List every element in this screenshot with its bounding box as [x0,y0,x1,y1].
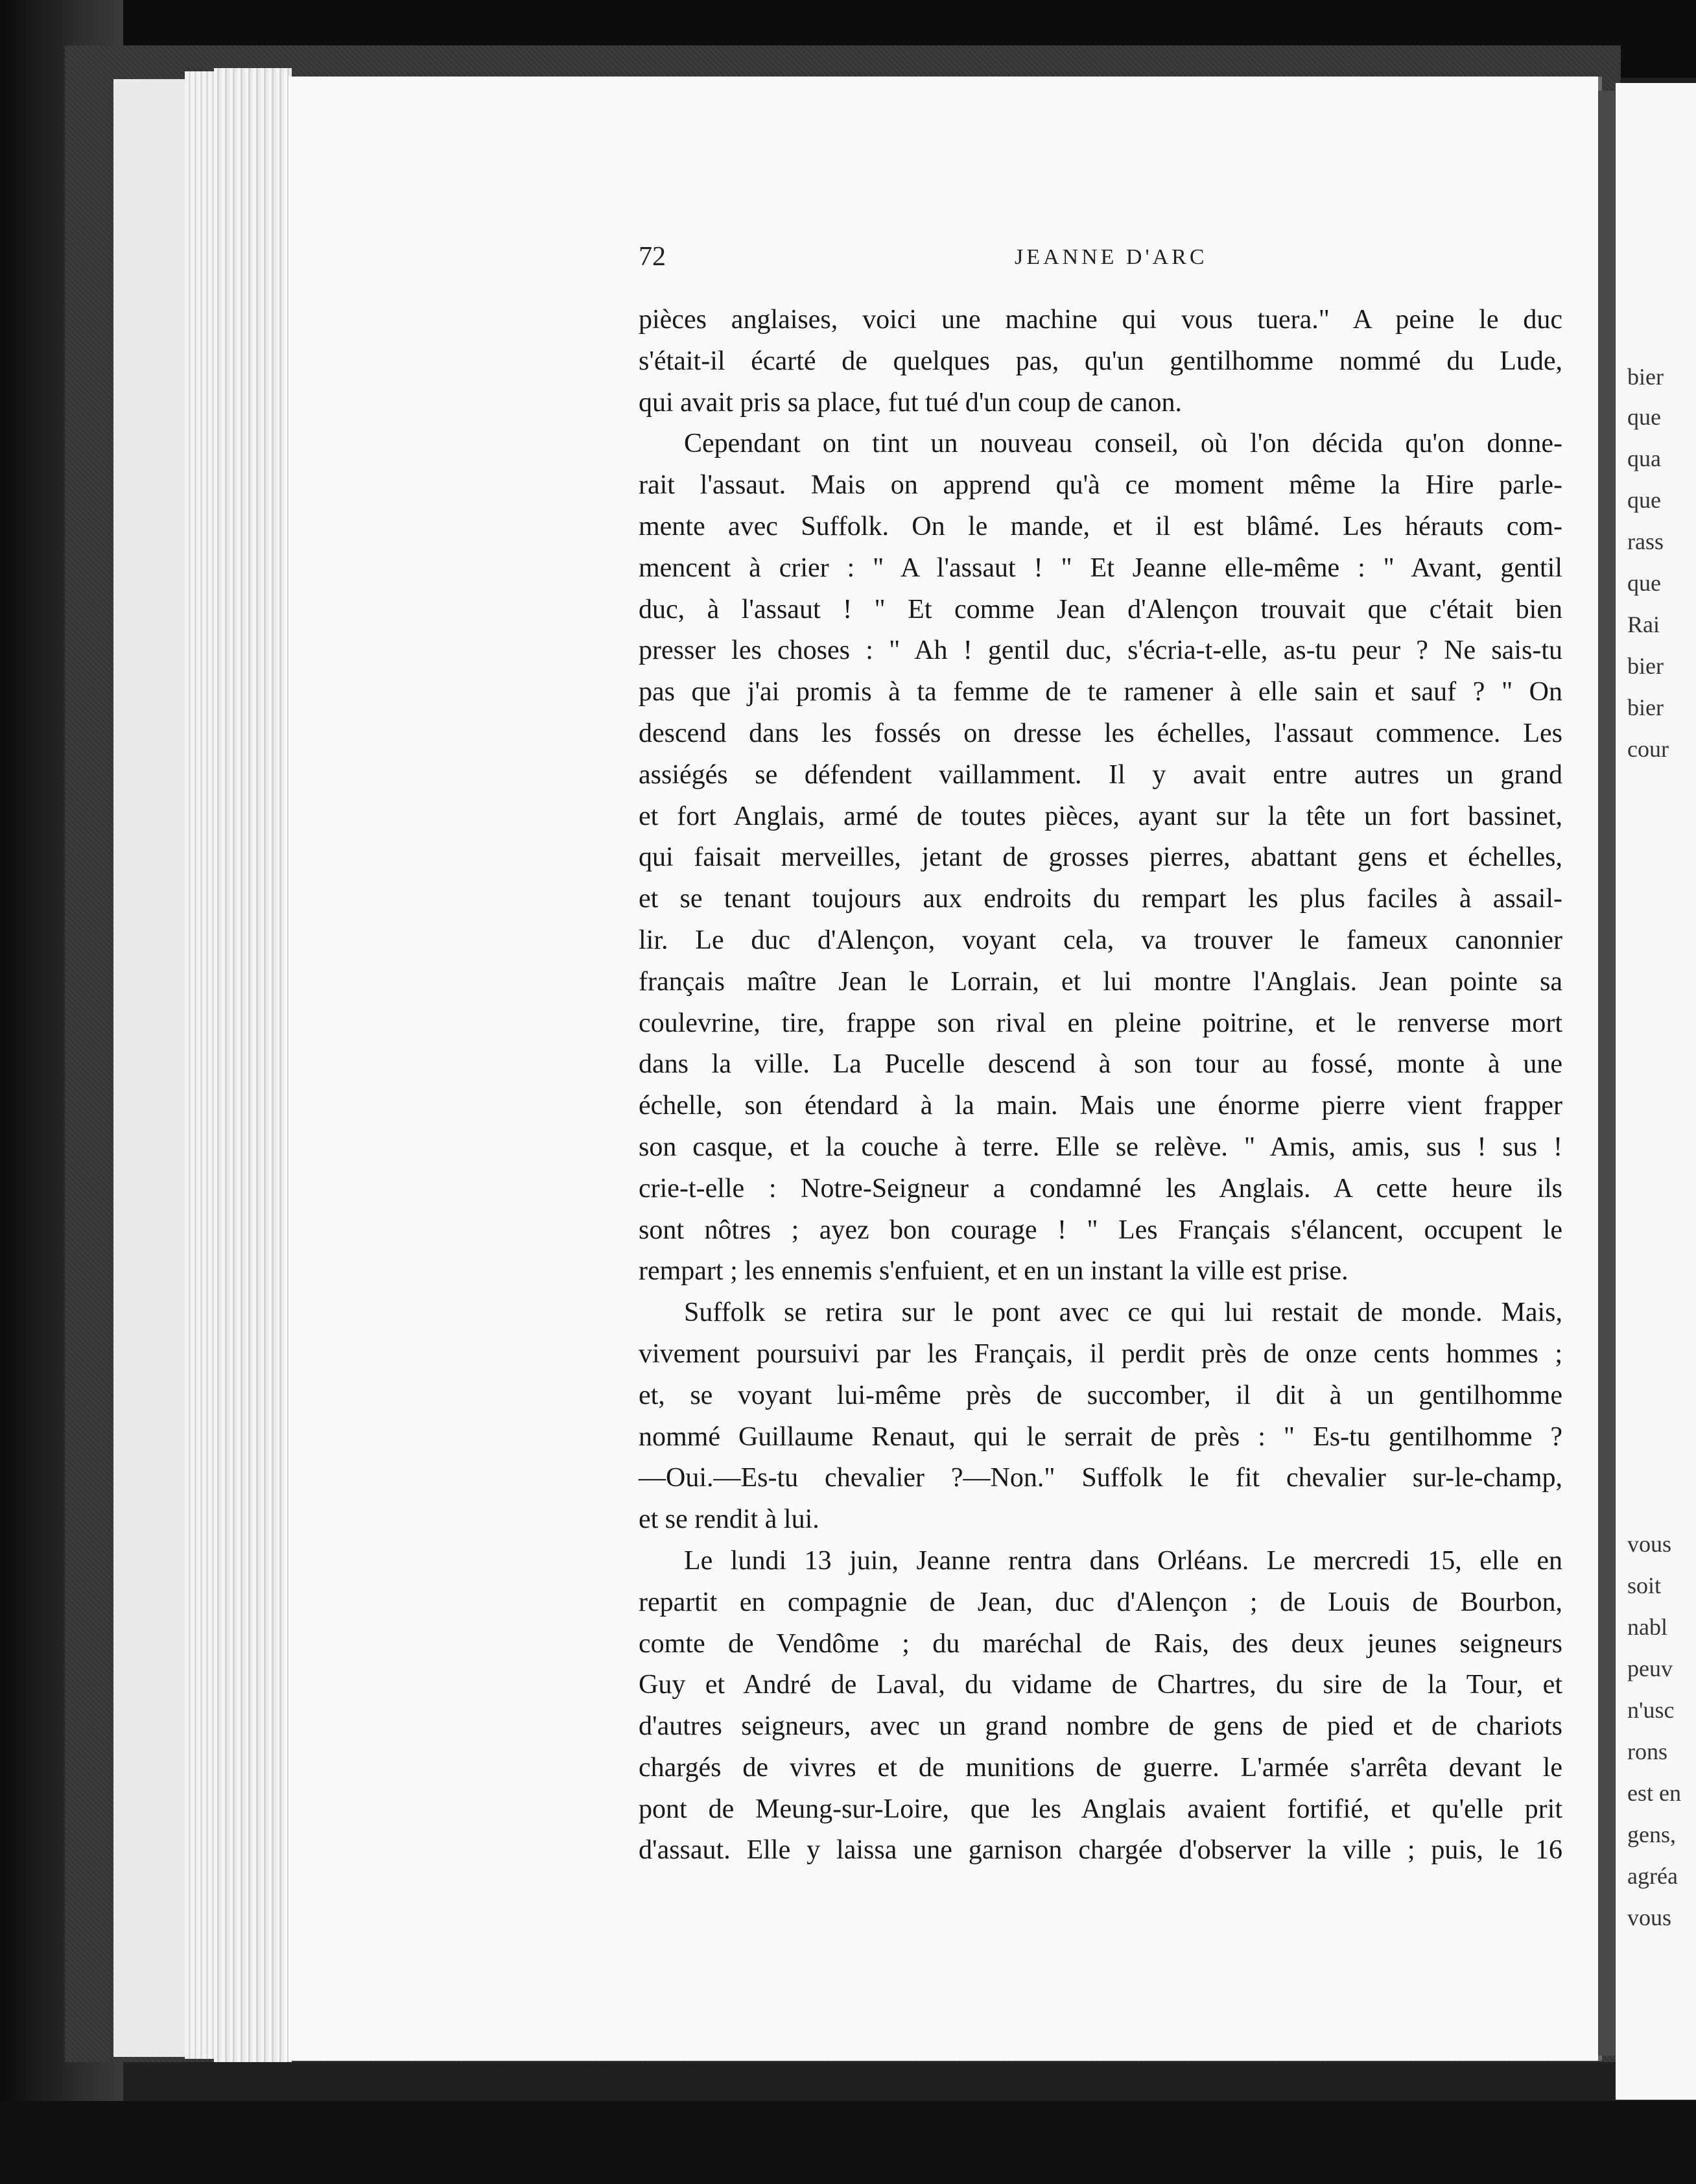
page-number: 72 [639,242,666,272]
text-line: pont de Meung-sur-Loire, que les Anglais avaient fortifié, et qu'elle prit [639,1794,1562,1824]
text-line: Suffolk se retira sur le pont avec ce qui lui restait de monde. Mais, [684,1298,1562,1328]
text-line: chargés de vivres et de munitions de guerre. L'armée s'arrêta devant le [639,1752,1562,1783]
running-head: JEANNE D'ARC [1015,245,1208,269]
text-line: s'était-il écarté de quelques pas, qu'un gentilhomme nommé du Lude, [639,346,1562,376]
facing-page-fragment: que [1627,404,1661,430]
text-line: dans la ville. La Pucelle descend à son tour au fossé, monte à une [639,1049,1562,1080]
text-line: vivement poursuivi par les Français, il perdit près de onze cents hommes ; [639,1338,1562,1369]
text-line: coulevrine, tire, frappe son rival en pleine poitrine, et le renverse mort [639,1008,1562,1038]
page-stack-edge [214,68,292,2062]
facing-page-fragment: est en [1627,1780,1681,1806]
text-line: mente avec Suffolk. On le mande, et il est blâmé. Les hérauts com- [639,511,1562,541]
facing-page-fragment: Rai [1627,611,1660,637]
text-line: Guy et André de Laval, du vidame de Chartres, du sire de la Tour, et [639,1670,1562,1700]
text-line: échelle, son étendard à la main. Mais une énorme pierre vient frapper [639,1091,1562,1121]
page-header [639,241,1562,280]
text-line: —Oui.—Es-tu chevalier ?—Non." Suffolk le fit chevalier sur-le-champ, [639,1463,1562,1493]
facing-page-fragment: bier [1627,694,1664,720]
text-line: assiégés se défendent vaillamment. Il y avait entre autres un grand [639,759,1562,790]
text-line: nommé Guillaume Renaut, qui le serrait de près : " Es-tu gentilhomme ? [639,1421,1562,1452]
text-line: français maître Jean le Lorrain, et lui montre l'Anglais. Jean pointe sa [639,966,1562,997]
facing-page-fragment: soit [1627,1573,1662,1598]
text-line: Cependant on tint un nouveau conseil, où l'on décida qu'on donne- [684,429,1562,459]
facing-page-fragment: peuv [1627,1656,1673,1681]
facing-page-fragment: agréa [1627,1863,1678,1889]
facing-page-fragment: rons [1627,1739,1667,1764]
text-line: presser les choses : " Ah ! gentil duc, s'écria-t-elle, as-tu peur ? Ne sais-tu [639,635,1562,666]
text-line: d'assaut. Elle y laissa une garnison chargée d'observer la ville ; puis, le 16 [639,1835,1562,1866]
text-line: rait l'assaut. Mais on apprend qu'à ce moment même la Hire parle- [639,470,1562,501]
facing-page-fragment: bier [1627,364,1664,390]
book-gutter [1598,91,1615,2056]
text-line: qui avait pris sa place, fut tué d'un coup de canon. [639,387,1182,418]
text-line: mencent à crier : " A l'assaut ! " Et Jeanne elle-même : " Avant, gentil [639,552,1562,583]
text-line: rempart ; les ennemis s'enfuient, et en un instant la ville est prise. [639,1256,1349,1287]
text-line: comte de Vendôme ; du maréchal de Rais, des deux jeunes seigneurs [639,1628,1562,1659]
facing-page-fragment: rass [1627,528,1664,554]
facing-page-fragment: vous [1627,1905,1672,1930]
facing-page-fragment: que [1627,487,1661,513]
text-line: crie-t-elle : Notre-Seigneur a condamné les Anglais. A cette heure ils [639,1173,1562,1204]
film-border-bottom [0,2101,1696,2184]
text-line: lir. Le duc d'Alençon, voyant cela, va trouver le fameux canonnier [639,925,1562,955]
facing-page-fragment: nabl [1627,1614,1667,1640]
text-line: son casque, et la couche à terre. Elle se relève. " Amis, amis, sus ! sus ! [639,1132,1562,1162]
text-line: qui faisait merveilles, jetant de grosses pierres, abattant gens et échelles, [639,842,1562,873]
text-line: et se rendit à lui. [639,1504,819,1535]
text-line: duc, à l'assaut ! " Et comme Jean d'Alençon trouvait que c'était bien [639,594,1562,624]
text-line: sont nôtres ; ayez bon courage ! " Les Français s'élancent, occupent le [639,1215,1562,1245]
text-line: et, se voyant lui-même près de succomber, il dit à un gentilhomme [639,1380,1562,1410]
text-line: et se tenant toujours aux endroits du rempart les plus faciles à assail- [639,884,1562,914]
text-line: Le lundi 13 juin, Jeanne rentra dans Orléans. Le mercredi 15, elle en [684,1545,1562,1576]
text-line: et fort Anglais, armé de toutes pièces, ayant sur la tête un fort bassinet, [639,801,1562,831]
facing-page-fragment: vous [1627,1531,1672,1557]
text-line: descend dans les fossés on dresse les échelles, l'assaut commence. Les [639,718,1562,748]
facing-page-fragment: n'usc [1627,1697,1675,1723]
text-line: pas que j'ai promis à ta femme de te ramener à elle sain et sauf ? " On [639,677,1562,707]
facing-page-fragment: gens, [1627,1822,1676,1847]
facing-page-fragment: que [1627,570,1661,596]
text-line: pièces anglaises, voici une machine qui vous tuera." A peine le duc [639,305,1562,335]
page-body-text [639,300,1562,1871]
text-line: d'autres seigneurs, avec un grand nombre de gens de pied et de chariots [639,1711,1562,1742]
text-line: repartit en compagnie de Jean, duc d'Alençon ; de Louis de Bourbon, [639,1587,1562,1617]
facing-page-fragment: cour [1627,736,1669,762]
facing-page-fragment: bier [1627,653,1664,679]
facing-page-fragment: qua [1627,445,1661,471]
